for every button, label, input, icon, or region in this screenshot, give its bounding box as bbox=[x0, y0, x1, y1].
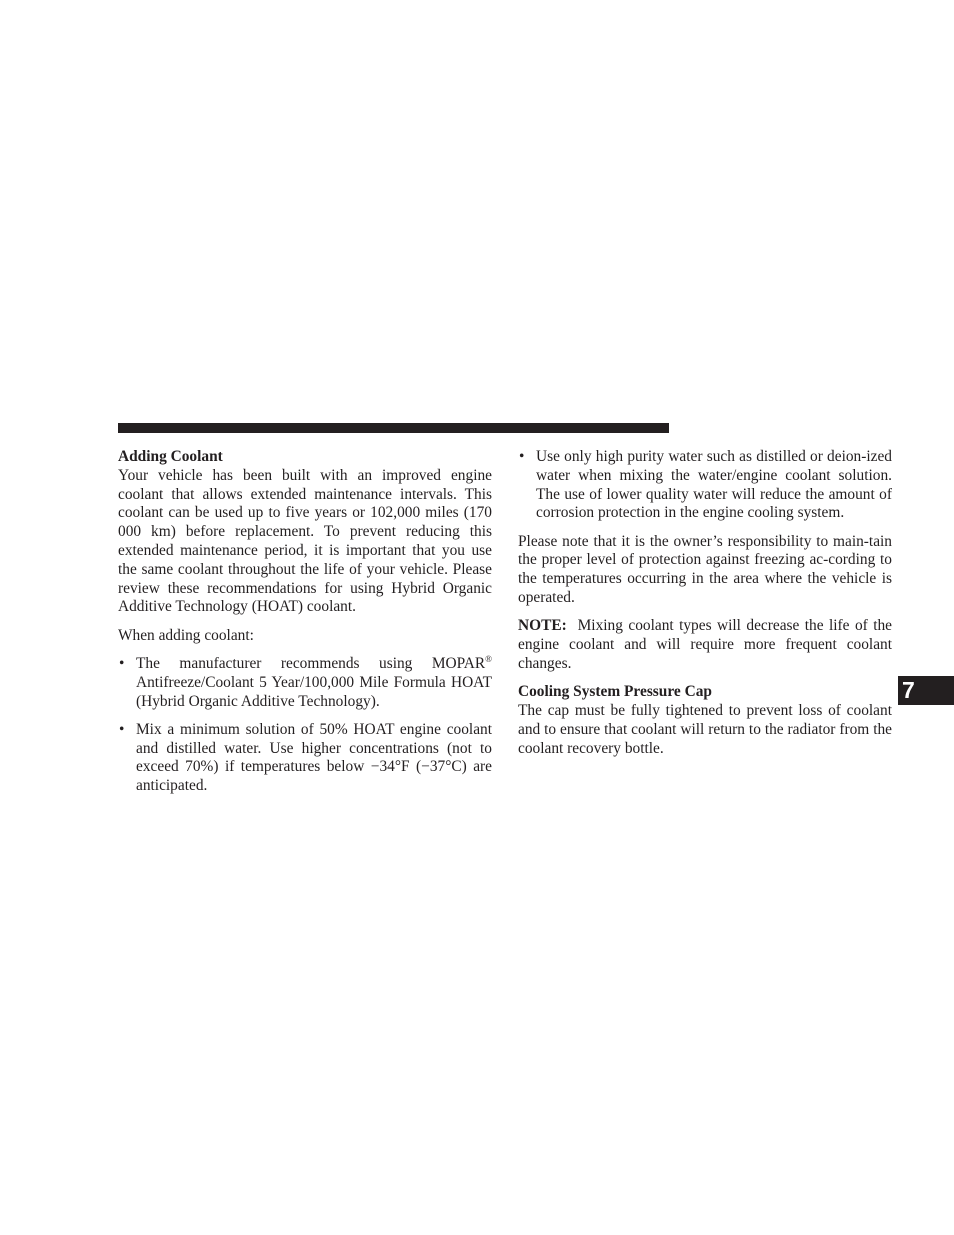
pressure-cap-heading: Cooling System Pressure Cap bbox=[518, 683, 712, 701]
bullet-icon: • bbox=[119, 720, 125, 738]
note-paragraph bbox=[518, 617, 892, 673]
list-item bbox=[118, 721, 492, 796]
adding-coolant-intro: Your vehicle has been built with an improved engine coolant that allows extended maintenance intervals. This coolant can be used up to five years or 102,000 miles (170 000 km) before replacement. To prevent reducing this extended maintenance period, it is important that you use the same coolant throughout the life of your vehicle. Please review these recommendations for using Hybrid Organic Additive Technology (HOAT) coolant. bbox=[118, 466, 492, 616]
bullet-icon: • bbox=[519, 448, 525, 465]
list-item bbox=[518, 448, 892, 523]
pressure-cap-text: The cap must be fully tightened to prevent loss of coolant and to ensure that coolant will return to the radiator from the coolant recovery bottle. bbox=[518, 702, 892, 757]
registered-mark: ® bbox=[485, 653, 492, 664]
bullet-text: The manufacturer recommends using MOPAR bbox=[136, 654, 486, 672]
bullet-text: Use only high purity water such as distilled or deion-ized water when mixing the water/engine coolant solution. The use of lower quality water will reduce the amount of corrosion protection in the engine cooling system. bbox=[536, 448, 892, 522]
water-bullet-list bbox=[518, 448, 892, 523]
bullet-icon: • bbox=[119, 654, 125, 672]
section-rule bbox=[118, 423, 669, 433]
adding-coolant-heading: Adding Coolant bbox=[118, 448, 223, 465]
bullet-text: Mix a minimum solution of 50% HOAT engine coolant and distilled water. Use higher concentrations (not to exceed 70%) if temperatures below −34°F (−37°C) are anticipated. bbox=[136, 720, 492, 795]
note-text: Mixing coolant types will decrease the life of the engine coolant and will require more frequent coolant changes. bbox=[518, 617, 892, 672]
left-column bbox=[118, 448, 492, 806]
coolant-bullet-list bbox=[118, 655, 492, 796]
bullet-text-cont: Antifreeze/Coolant 5 Year/100,000 Mile Formula HOAT (Hybrid Organic Additive Technology). bbox=[136, 673, 492, 710]
responsibility-text: Please note that it is the owner’s responsibility to main-tain the proper level of protection against freezing ac-cording to the temperatures occurring in the area where the vehicle is operated. bbox=[518, 532, 892, 607]
right-column bbox=[518, 448, 892, 768]
when-adding-text: When adding coolant: bbox=[118, 626, 254, 644]
note-label: NOTE: bbox=[518, 617, 567, 635]
section-tab: 7 bbox=[898, 676, 954, 705]
list-item bbox=[118, 655, 492, 711]
